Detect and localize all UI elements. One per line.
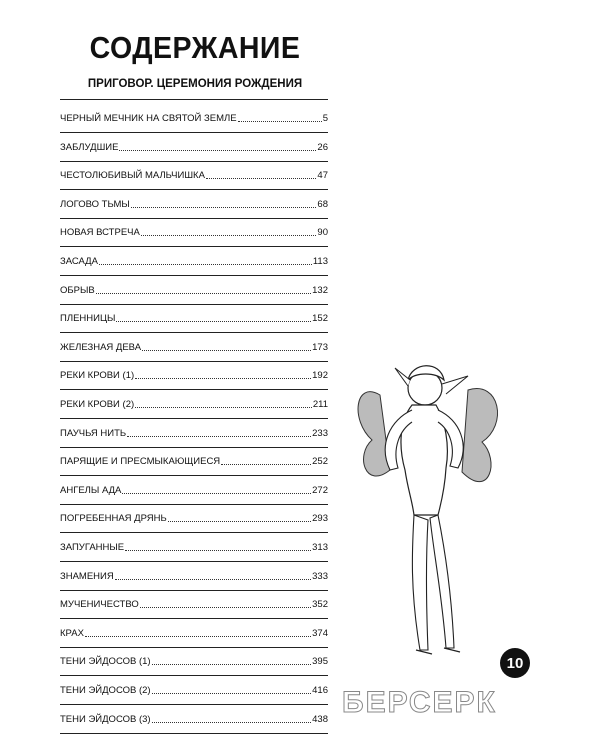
toc-dot-leader [125,549,311,551]
toc-entry-title: МУЧЕНИЧЕСТВО [60,599,139,611]
toc-dot-leader [135,406,312,408]
toc-dot-leader [127,435,311,437]
toc-entry-title: ПЛЕННИЦЫ [60,313,116,325]
toc-entry-page: 90 [317,227,328,239]
volume-subtitle: ПРИГОВОР. ЦЕРЕМОНИЯ РОЖДЕНИЯ [87,78,303,90]
fairy-illustration [350,350,510,680]
toc-separator [60,361,328,362]
toc-entry-title: ЗАПУГАННЫЕ [60,542,125,553]
toc-entry[interactable] [60,253,328,267]
toc-entry-title: ЗАСАДА [60,256,98,267]
toc-separator [60,561,328,562]
toc-separator [60,304,328,305]
toc-entry-title: НОВАЯ ВСТРЕЧА [60,227,140,239]
toc-entry[interactable] [60,682,328,696]
toc-entry-title: АНГЕЛЫ АДА [60,484,122,496]
toc-dot-leader [85,635,311,637]
toc-dot-leader [221,463,311,465]
toc-entry[interactable] [60,139,328,153]
toc-entry[interactable] [60,196,328,210]
toc-entry[interactable] [60,224,328,238]
toc-separator [60,132,328,133]
toc-entry[interactable] [60,396,328,410]
toc-dot-leader [119,149,316,151]
toc-entry-page: 47 [317,170,328,182]
toc-entry[interactable] [60,167,328,181]
toc-entry-page: 5 [322,113,328,124]
toc-entry[interactable] [60,625,328,639]
page-title: СОДЕРЖАНИЕ [89,30,301,65]
toc-entry-page: 352 [312,599,328,611]
toc-dot-leader [152,692,312,694]
toc-entry-title: ЗНАМЕНИЯ [60,570,114,582]
page-number-badge: 10 [500,648,530,678]
toc-entry-title: ПОГРЕБЕННАЯ ДРЯНЬ [60,513,167,525]
toc-entry[interactable] [60,453,328,467]
toc-entry-page: 416 [312,685,328,696]
toc-separator [60,675,328,676]
toc-dot-leader [238,120,322,122]
toc-separator [60,418,328,419]
toc-separator [60,475,328,476]
toc-entry-title: ОБРЫВ [60,284,95,296]
toc-entry-title: ЗАБЛУДШИЕ [60,141,119,153]
toc-entry-title: ТЕНИ ЭЙДОСОВ (2) [60,685,151,696]
toc-dot-leader [99,263,312,265]
toc-separator [60,246,328,247]
toc-entry-page: 272 [312,484,328,496]
toc-entry-title: ЧЕРНЫЙ МЕЧНИК НА СВЯТОЙ ЗЕМЛЕ [60,113,237,124]
toc-separator [60,733,328,734]
toc-entry-page: 173 [312,341,328,353]
toc-separator [60,389,328,390]
toc-dot-leader [96,292,311,294]
toc-entry-title: ТЕНИ ЭЙДОСОВ (1) [60,656,151,668]
toc-dot-leader [152,721,312,723]
toc-entry-page: 293 [312,513,328,525]
toc-entry-title: РЕКИ КРОВИ (1) [60,370,135,382]
toc-dot-leader [131,206,317,208]
toc-entry-page: 132 [312,284,328,296]
top-divider [60,99,328,100]
toc-entry-page: 252 [312,456,328,468]
toc-entry[interactable] [60,711,328,725]
toc-entry-title: ТЕНИ ЭЙДОСОВ (3) [60,713,151,725]
toc-separator [60,218,328,219]
toc-separator [60,704,328,705]
toc-dot-leader [115,578,311,580]
toc-entry[interactable] [60,653,328,667]
toc-entry-page: 395 [312,656,328,668]
toc-entry-title: ЧЕСТОЛЮБИВЫЙ МАЛЬЧИШКА [60,170,205,182]
toc-separator [60,504,328,505]
toc-entry[interactable] [60,110,328,124]
toc-entry[interactable] [60,282,328,296]
toc-entry[interactable] [60,510,328,524]
toc-separator [60,332,328,333]
toc-separator [60,275,328,276]
toc-entry-page: 374 [312,627,328,639]
toc-entry[interactable] [60,425,328,439]
toc-dot-leader [141,234,317,236]
toc-separator [60,447,328,448]
toc-entry[interactable] [60,482,328,496]
toc-entry[interactable] [60,596,328,610]
toc-entry-title: ЖЕЛЕЗНАЯ ДЕВА [60,341,142,353]
toc-entry-title: КРАХ [60,627,84,639]
toc-entry-page: 113 [312,256,328,267]
toc-entry-page: 211 [312,399,328,410]
toc-separator [60,590,328,591]
toc-entry-page: 152 [312,313,328,325]
toc-entry-title: ПАРЯЩИЕ И ПРЕСМЫКАЮЩИЕСЯ [60,456,221,468]
toc-entry-page: 26 [317,141,328,153]
toc-entry-title: РЕКИ КРОВИ (2) [60,399,135,410]
toc-separator [60,618,328,619]
toc-dot-leader [142,349,311,351]
toc-separator [60,161,328,162]
toc-entry[interactable] [60,568,328,582]
toc-entry-page: 438 [312,713,328,725]
toc-entry-title: ПАУЧЬЯ НИТЬ [60,427,127,439]
toc-entry-page: 233 [312,427,328,439]
toc-dot-leader [135,377,311,379]
toc-dot-leader [206,177,317,179]
toc-separator [60,189,328,190]
toc-entry[interactable] [60,539,328,553]
svg-text:БЕРСЕРК: БЕРСЕРК [342,686,497,719]
berserk-logo [340,680,500,720]
toc-dot-leader [168,520,311,522]
toc-entry[interactable] [60,367,328,381]
toc-dot-leader [140,606,311,608]
toc-entry[interactable] [60,310,328,324]
toc-entry-title: ЛОГОВО ТЬМЫ [60,198,130,210]
toc-entry-page: 68 [317,198,328,210]
toc-entry-page: 333 [312,570,328,582]
toc-separator [60,532,328,533]
toc-dot-leader [116,320,311,322]
toc-entry[interactable] [60,339,328,353]
toc-entry-page: 192 [312,370,328,382]
toc-entry-page: 313 [312,542,328,553]
toc-dot-leader [152,663,312,665]
toc-separator [60,647,328,648]
toc-dot-leader [122,492,311,494]
